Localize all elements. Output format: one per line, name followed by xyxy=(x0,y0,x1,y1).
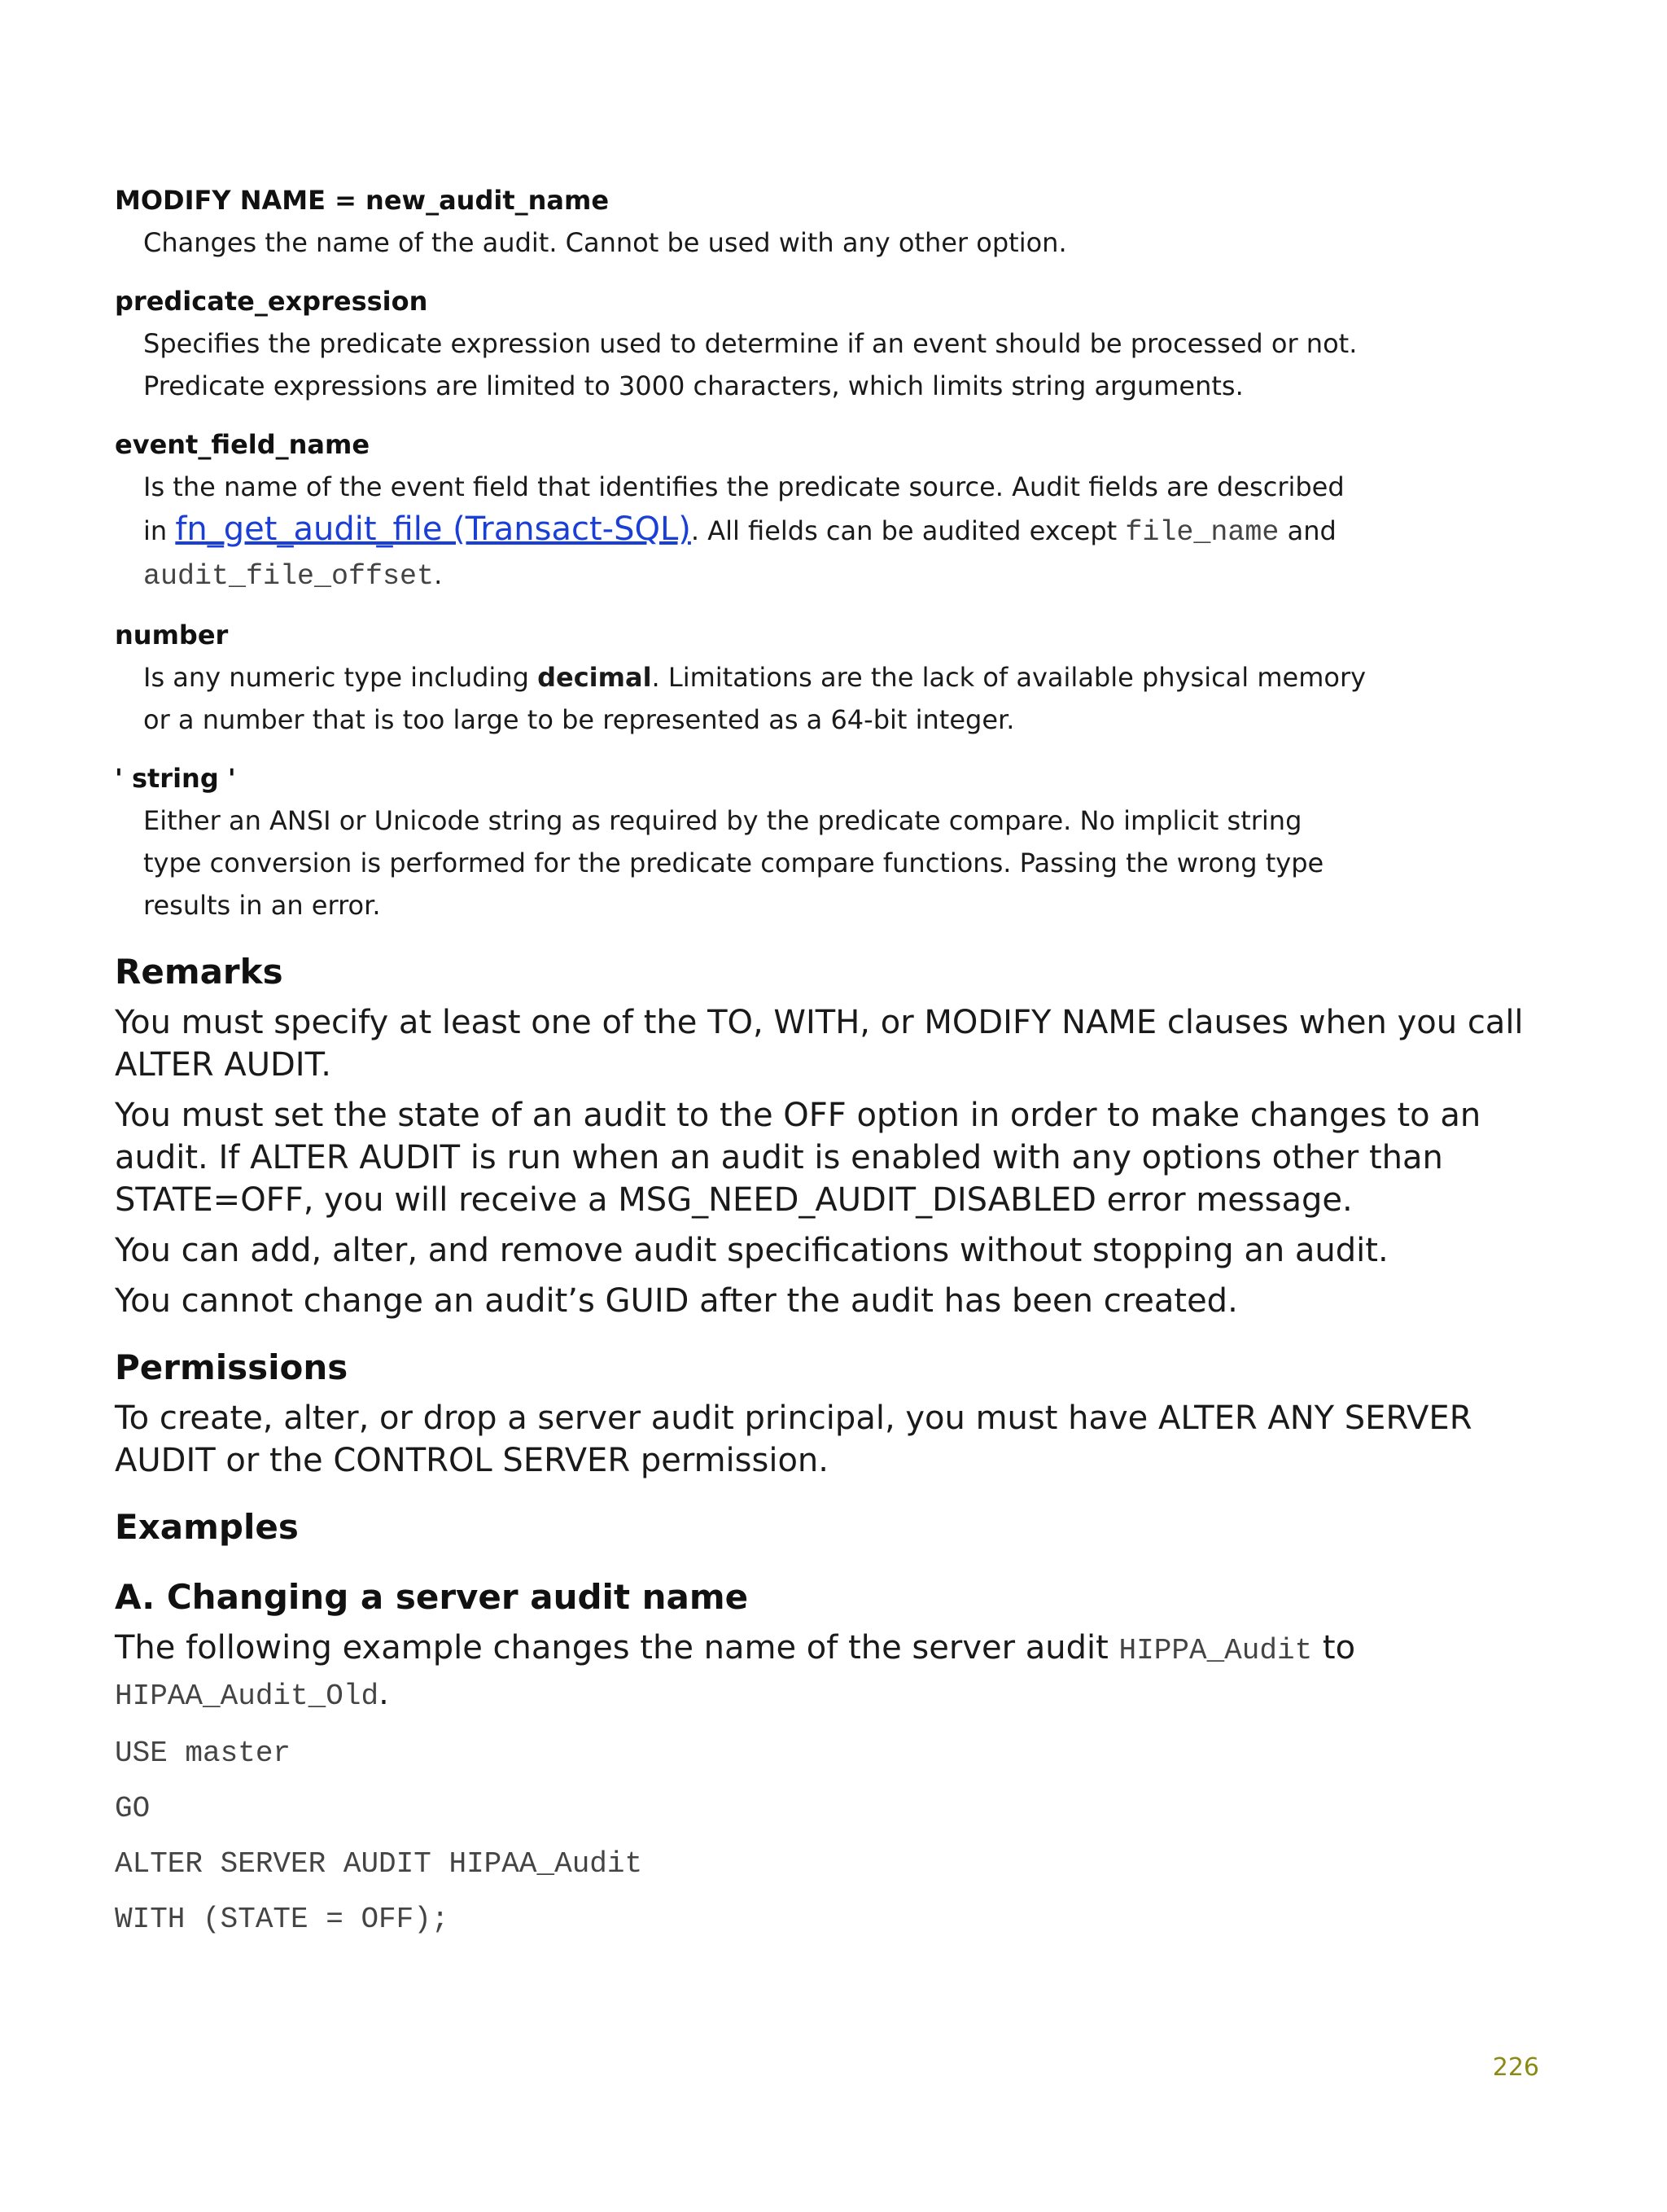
examples-heading: Examples xyxy=(115,1507,299,1547)
arg-desc-event-field-name xyxy=(143,466,1555,598)
remarks-paragraph: You can add, alter, and remove audit specifications without stopping an audit. xyxy=(115,1232,1389,1269)
example-a-heading: A. Changing a server audit name xyxy=(115,1577,749,1617)
code-line: WITH (STATE = OFF); xyxy=(115,1903,449,1936)
desc-text: in xyxy=(143,515,176,546)
code-block xyxy=(115,1726,1555,1947)
document-page xyxy=(115,179,1555,1947)
arg-term-predicate-expression: predicate_expression xyxy=(115,286,428,317)
desc-text: . Limitations are the lack of available physical memory xyxy=(651,662,1367,693)
remarks-paragraph: You must set the state of an audit to the OFF option in order to make changes to an audit. If ALTER AUDIT is run when an audit is enabled with any options other than STATE=OFF, you will receive a MSG_NEED_AUDIT_DISABLED error message. xyxy=(115,1097,1481,1219)
desc-line: Is the name of the event field that identifies the predicate source. Audit fields are described xyxy=(143,471,1345,502)
desc-text: Is any numeric type including xyxy=(143,662,538,693)
desc-line: results in an error. xyxy=(143,890,381,921)
page-number: 226 xyxy=(1492,2053,1539,2082)
desc-line: Specifies the predicate expression used to determine if an event should be processed or not. xyxy=(143,328,1358,359)
desc-line xyxy=(143,656,1555,699)
bold-keyword-decimal: decimal xyxy=(537,662,652,693)
arg-desc-modify-name xyxy=(143,221,1555,264)
desc-text: and xyxy=(1279,515,1337,546)
intro-text: . xyxy=(378,1675,389,1712)
code-line: GO xyxy=(115,1792,151,1825)
arg-term-modify-name: MODIFY NAME = new_audit_name xyxy=(115,185,610,216)
inline-code-hipaa-audit-old: HIPAA_Audit_Old xyxy=(115,1680,379,1713)
permissions-heading: Permissions xyxy=(115,1347,348,1387)
arg-term-string: ' string ' xyxy=(115,763,236,794)
desc-line: Changes the name of the audit. Cannot be used with any other option. xyxy=(143,227,1067,258)
desc-line: type conversion is performed for the predicate compare functions. Passing the wrong type xyxy=(143,848,1324,878)
intro-text: The following example changes the name of the server audit xyxy=(115,1629,1119,1667)
desc-line: Either an ANSI or Unicode string as required by the predicate compare. No implicit string xyxy=(143,805,1302,836)
permissions-paragraph: To create, alter, or drop a server audit principal, you must have ALTER ANY SERVER AUDIT or the CONTROL SERVER permission. xyxy=(115,1399,1472,1479)
code-line: ALTER SERVER AUDIT HIPAA_Audit xyxy=(115,1847,643,1881)
desc-line: Predicate expressions are limited to 3000 characters, which limits string arguments. xyxy=(143,370,1244,401)
desc-line xyxy=(143,508,1555,554)
arg-term-number: number xyxy=(115,620,229,650)
remarks-paragraph: You cannot change an audit’s GUID after the audit has been created. xyxy=(115,1282,1238,1320)
desc-line xyxy=(143,554,1555,598)
arg-desc-predicate-expression xyxy=(143,322,1555,407)
intro-text: to xyxy=(1312,1629,1356,1667)
example-intro xyxy=(115,1627,1555,1718)
inline-code-audit-file-offset: audit_file_offset xyxy=(143,560,435,593)
inline-code-hippa-audit: HIPPA_Audit xyxy=(1118,1634,1313,1667)
desc-text: . All fields can be audited except xyxy=(690,515,1126,546)
inline-code-file-name: file_name xyxy=(1125,516,1280,549)
desc-text: . xyxy=(434,559,443,590)
code-line: USE master xyxy=(115,1737,291,1770)
remarks-paragraph: You must specify at least one of the TO, WITH, or MODIFY NAME clauses when you call ALTER AUDIT. xyxy=(115,1004,1524,1084)
desc-line: or a number that is too large to be represented as a 64-bit integer. xyxy=(143,704,1015,735)
fn-get-audit-file-link[interactable]: fn_get_audit_file (Transact-SQL) xyxy=(175,510,691,548)
remarks-heading: Remarks xyxy=(115,952,283,992)
arg-desc-string xyxy=(143,799,1555,926)
arg-desc-number xyxy=(143,656,1555,741)
arg-term-event-field-name: event_field_name xyxy=(115,429,370,460)
